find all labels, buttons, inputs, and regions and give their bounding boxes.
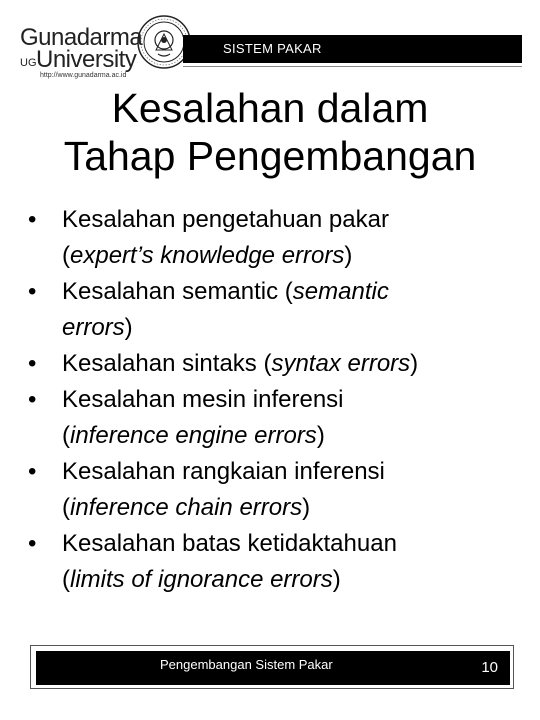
bullet-subtext	[62, 238, 526, 274]
bullet-dot: •	[28, 206, 37, 233]
bullet-text: Kesalahan semantic (	[62, 278, 293, 305]
bullet-dot: •	[28, 458, 37, 485]
header-title: SISTEM PAKAR	[223, 41, 322, 56]
paren-open: (	[62, 422, 70, 449]
bullet-dot: •	[28, 386, 37, 413]
bullet-english: semantic	[292, 278, 389, 305]
bullet-dot: •	[28, 278, 37, 305]
bullet-english: expert’s knowledge errors	[70, 242, 345, 269]
slide-title-line2: Tahap Pengembangan	[63, 133, 477, 179]
bullet-text: Kesalahan sintaks (	[62, 350, 272, 377]
bullet-subtext	[62, 562, 526, 598]
slide-title-line1: Kesalahan dalam	[111, 85, 429, 131]
bullet-subtext	[62, 310, 526, 346]
bullet-subtext	[62, 418, 526, 454]
list-item	[26, 274, 526, 346]
slide-title	[0, 84, 540, 180]
bullet-text: Kesalahan batas ketidaktahuan	[62, 530, 397, 557]
bullet-subtext	[62, 490, 526, 526]
bullet-text: Kesalahan pengetahuan pakar	[62, 206, 389, 233]
paren-open: (	[62, 566, 70, 593]
paren-close: )	[332, 566, 341, 593]
list-item	[26, 526, 526, 598]
header-bar	[183, 35, 522, 63]
header-divider	[183, 66, 522, 67]
paren-close: )	[302, 494, 311, 521]
bullet-english: errors	[62, 314, 125, 341]
paren-close: )	[410, 350, 419, 377]
logo-url: http://www.gunadarma.ac.id	[40, 72, 127, 79]
bullet-text: Kesalahan rangkaian inferensi	[62, 458, 385, 485]
university-logo	[18, 12, 186, 78]
list-item	[26, 202, 526, 274]
bullet-dot: •	[28, 530, 37, 557]
footer-bar	[36, 651, 510, 685]
bullet-english: inference engine errors	[70, 422, 317, 449]
bullet-text: Kesalahan mesin inferensi	[62, 386, 344, 413]
paren-open: (	[62, 494, 70, 521]
bullet-english: syntax errors	[271, 350, 411, 377]
bullet-english: limits of ignorance errors	[70, 566, 333, 593]
list-item	[26, 454, 526, 526]
bullet-english: inference chain errors	[70, 494, 303, 521]
logo-prefix: UG	[20, 57, 37, 69]
bullet-dot: •	[28, 350, 37, 377]
paren-close: )	[316, 422, 325, 449]
list-item	[26, 346, 526, 382]
bullet-list	[26, 202, 526, 598]
footer-title: Pengembangan Sistem Pakar	[160, 657, 333, 672]
paren-close: )	[344, 242, 353, 269]
paren-open: (	[62, 242, 70, 269]
logo-name-line1: Gunadarma	[20, 24, 143, 51]
list-item	[26, 382, 526, 454]
logo-name-line2: University	[36, 46, 137, 73]
page-number: 10	[481, 659, 498, 676]
paren-close: )	[124, 314, 133, 341]
